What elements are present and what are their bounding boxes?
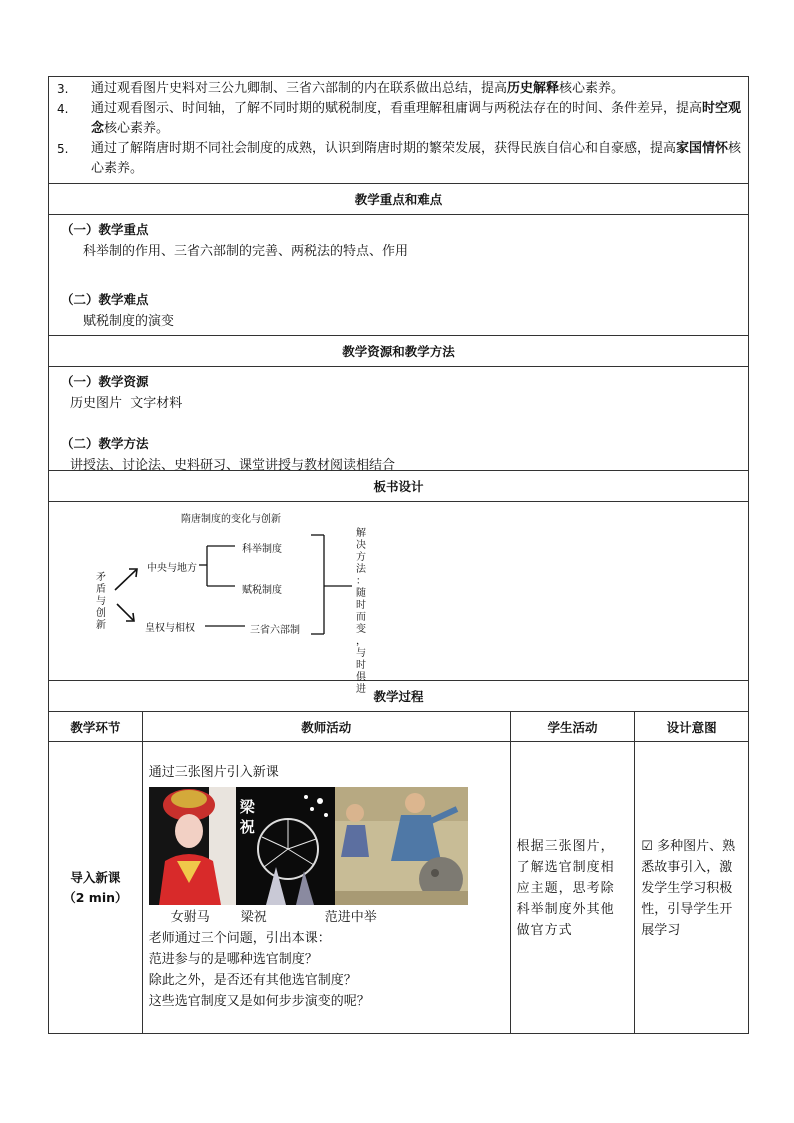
col-design: 设计意图 (635, 712, 749, 742)
stage-name: 导入新课 (70, 869, 121, 885)
goal-text: 通过观看图片史料对三公九卿制、三省六部制的内在联系做出总结，提高 (91, 81, 508, 96)
intro-pictures (149, 787, 504, 905)
teacher-cell (142, 742, 510, 1034)
board-left-label: 矛 盾 与 创 新 (96, 572, 106, 631)
caption-liangzhu: 梁祝 (240, 910, 267, 925)
board-diagram (48, 501, 749, 695)
focus-body: 科举制的作用、三省六部制的完善、两税法的特点、作用 (83, 244, 409, 259)
liangzhu-image (236, 787, 335, 905)
resources-header: 教学资源和教学方法 (48, 335, 749, 366)
focus-title: （一）教学重点 (61, 222, 149, 237)
table-header-row (49, 712, 749, 742)
goal-literacy: 时空观念 (91, 101, 742, 136)
goal-item (55, 99, 742, 139)
lesson-plan-sheet (48, 76, 749, 1034)
teaching-goals (48, 76, 749, 183)
board-tax: 赋税制度 (242, 585, 282, 596)
goal-literacy: 历史解释 (507, 81, 560, 96)
goal-item (55, 139, 742, 179)
board-keju: 科举制度 (242, 544, 282, 555)
goal-number: 5. (57, 142, 69, 156)
opera-image (149, 787, 236, 905)
caption-fanjin: 范进中举 (324, 910, 377, 925)
resources-body: 历史图片 文字材料 (70, 396, 183, 411)
caption-nvfuma: 女驸马 (170, 910, 210, 925)
goal-text: 通过观看图示、时间轴，了解不同时期的赋税制度，看重理解租庸调与两税法存在的时间、条件差异，提高 (91, 101, 703, 116)
methods-body: 讲授法、讨论法、史料研习、课堂讲授与教材阅读相结合 (70, 458, 396, 473)
goal-item (55, 79, 742, 99)
difficulty-title: （二）教学难点 (61, 292, 149, 307)
difficulty-body: 赋税制度的演变 (83, 314, 175, 329)
teacher-line: 老师通过三个问题，引出本课： (148, 931, 331, 946)
teacher-question: 除此之外，是否还有其他选官制度？ (148, 973, 357, 988)
design-intent: 多种图片、熟悉故事引入，激发学生学习积极性，引导学生开展学习 (641, 839, 736, 938)
col-stage: 教学环节 (49, 712, 143, 742)
student-cell (510, 742, 635, 1034)
goal-literacy: 家国情怀 (676, 141, 729, 156)
board-emperor: 皇权与相权 (145, 623, 195, 634)
teacher-intro: 通过三张图片引入新课 (148, 765, 279, 780)
fanjin-image (335, 787, 468, 905)
student-activity: 根据三张图片，了解选官制度相应主题，思考除科举制度外其他做官方式 (516, 839, 615, 938)
goal-text-end: 核心素养。 (559, 81, 625, 96)
table-row (49, 742, 749, 1034)
goal-number: 3. (57, 82, 69, 96)
board-three-six: 三省六部制 (250, 625, 300, 636)
col-student: 学生活动 (510, 712, 635, 742)
board-header: 板书设计 (48, 470, 749, 501)
goal-text-end: 核心素养。 (104, 121, 170, 136)
resources-title: （一）教学资源 (61, 374, 149, 389)
liangzhu-title-text: 梁祝 (239, 798, 255, 836)
goal-number: 4. (57, 102, 69, 116)
col-teacher: 教师活动 (142, 712, 510, 742)
picture-captions (149, 907, 504, 928)
methods-title: （二）教学方法 (61, 436, 149, 451)
key-points-section (48, 214, 749, 335)
stage-cell (49, 742, 143, 1034)
board-center-local: 中央与地方 (147, 563, 197, 574)
teacher-question: 这些选官制度又是如何步步演变的呢？ (148, 994, 370, 1009)
goal-text-end: 核心素养。 (91, 141, 742, 176)
resources-section (48, 366, 749, 473)
process-table (48, 711, 749, 1034)
stage-time: （2 min） (63, 889, 128, 905)
board-lines (49, 502, 750, 681)
board-right-label: 解 决 方 法 ： 随 时 而 变 ， 与 时 俱 进 (356, 528, 366, 695)
process-header: 教学过程 (48, 680, 749, 711)
key-points-header: 教学重点和难点 (48, 183, 749, 214)
goal-text: 通过了解隋唐时期不同社会制度的成熟，认识到隋唐时期的繁荣发展，获得民族自信心和自豪感，提高 (91, 141, 677, 156)
teacher-question: 范进参与的是哪种选官制度？ (148, 952, 318, 967)
design-cell (635, 742, 749, 1034)
checkbox-icon: ☑ (641, 839, 653, 854)
board-title: 隋唐制度的变化与创新 (181, 514, 281, 525)
